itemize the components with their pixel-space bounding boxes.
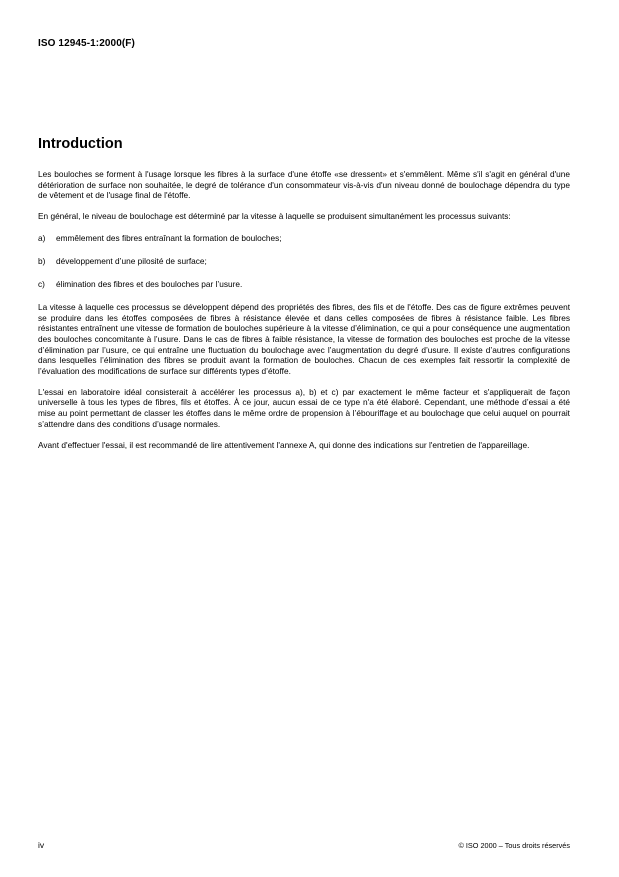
list-item-text: élimination des fibres et des bouloches par l’usure. — [56, 278, 243, 289]
list-item-b — [38, 256, 570, 267]
body-text — [38, 169, 570, 461]
section-title: Introduction — [38, 136, 123, 152]
list-item-text: emmêlement des fibres entraînant la formation de bouloches; — [56, 232, 282, 243]
list-item-c — [38, 279, 570, 290]
list-item-a — [38, 233, 570, 244]
list-marker: c) — [38, 278, 45, 289]
list-marker: b) — [38, 255, 46, 266]
paragraph-3: La vitesse à laquelle ces processus se développent dépend des propriétés des fibres, des fils et de l'étoffe. Des cas de figure extrêmes peuvent se produire dans les étoffes composées de fibres à résistance élevée et dans celles composées de fibres à résistance faible. Les fibres résistantes entraînent une vitesse de formation de bouloches supérieure à la vitesse d’élimination, ce qui a pour conséquence une augmentation des bouloches concomitante à l’usure. Dans le cas de fibres à faible résistance, la vitesse de formation des bouloches est proche de la vitesse d’élimination par l’usure, ce qui entraîne une fluctuation du boulochage avec l’augmentation du degré d’usure. Il existe d’autres configurations dans lesquelles l’élimination des fibres se produit avant la formation de bouloches. Chacun de ces exemples fait ressortir la complexité de l’évaluation des modifications de surface sur différents types d’étoffe. — [38, 302, 570, 376]
paragraph-4: L'essai en laboratoire idéal consisterait à accélérer les processus a), b) et c) par exactement le même facteur et s'appliquerait de façon universelle à tous les types de fibres, fils et étoffes. À ce jour, aucun essai de ce type n'a été élaboré. Cependant, une méthode d’essai a été mise au point permettant de classer les étoffes dans le même ordre de propension à l’ébouriffage et au boulochage que celui auquel on pourrait s’attendre dans des conditions d’usage normales. — [38, 386, 570, 429]
list-item-text: développement d’une pilosité de surface; — [56, 255, 207, 266]
paragraph-5: Avant d'effectuer l'essai, il est recommandé de lire attentivement l'annexe A, qui donne des indications sur l'entretien de l'appareillage. — [38, 439, 530, 450]
page-number: iv — [38, 840, 45, 850]
copyright-notice: © ISO 2000 – Tous droits réservés — [458, 841, 570, 850]
paragraph-2: En général, le niveau de boulochage est déterminé par la vitesse à laquelle se produisent simultanément les processus suivants: — [38, 211, 511, 222]
paragraph-1: Les bouloches se forment à l'usage lorsque les fibres à la surface d'une étoffe «se dressent» et s'emmêlent. Même s'il s'agit en général d'une détérioration de surface non souhaitée, le degré de tolérance d'un consommateur vis-à-vis d'un niveau donné de boulochage dépendra du type de vêtement et de l'usage final de l'étoffe. — [38, 169, 570, 201]
document-id-header: ISO 12945-1:2000(F) — [38, 38, 135, 49]
list-marker: a) — [38, 232, 46, 243]
process-list — [38, 233, 570, 290]
